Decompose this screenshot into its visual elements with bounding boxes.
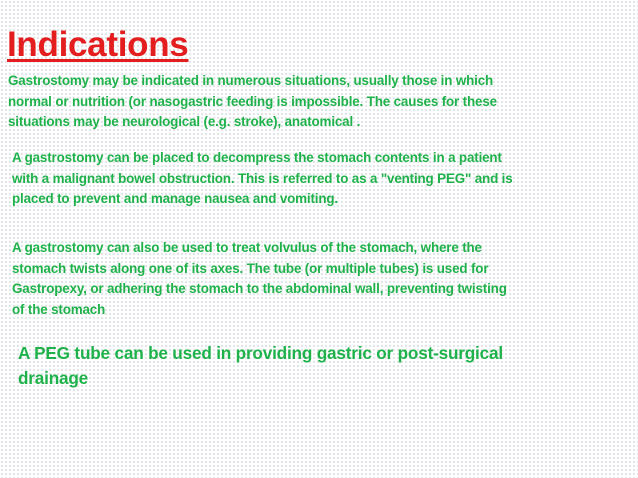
paragraph-line: placed to prevent and manage nausea and vomiting. [12,191,339,206]
slide-title: Indications [7,25,189,64]
paragraph-line: normal or nutrition (or nasogastric feeding is impossible. The causes for these [8,93,497,109]
paragraph-line: Gastropexy, or adhering the stomach to the abdominal wall, preventing twisting [12,281,507,296]
paragraph-line: A gastrostomy can also be used to treat volvulus of the stomach, where the [12,240,482,255]
paragraph-line: with a malignant bowel obstruction. This is referred to as a "venting PEG" and is [12,170,513,186]
paragraph-line: A gastrostomy can be placed to decompress the stomach contents in a patient [12,150,502,165]
paragraph-line: of the stomach [12,301,106,317]
paragraph-line: stomach twists along one of its axes. The tube (or multiple tubes) is used for [12,260,489,276]
paragraph-volvulus [12,238,507,320]
paragraph-venting-peg [12,148,513,210]
paragraph-line: A PEG tube can be used in providing gastric or post-surgical [18,343,503,363]
paragraph-line: Gastrostomy may be indicated in numerous situations, usually those in which [8,73,494,88]
paragraph-gastrostomy-indications [8,71,497,133]
paragraph-line: drainage [18,367,89,388]
paragraph-line: situations may be neurological (e.g. stroke), anatomical . [8,114,361,129]
paragraph-peg-drainage [18,341,503,390]
